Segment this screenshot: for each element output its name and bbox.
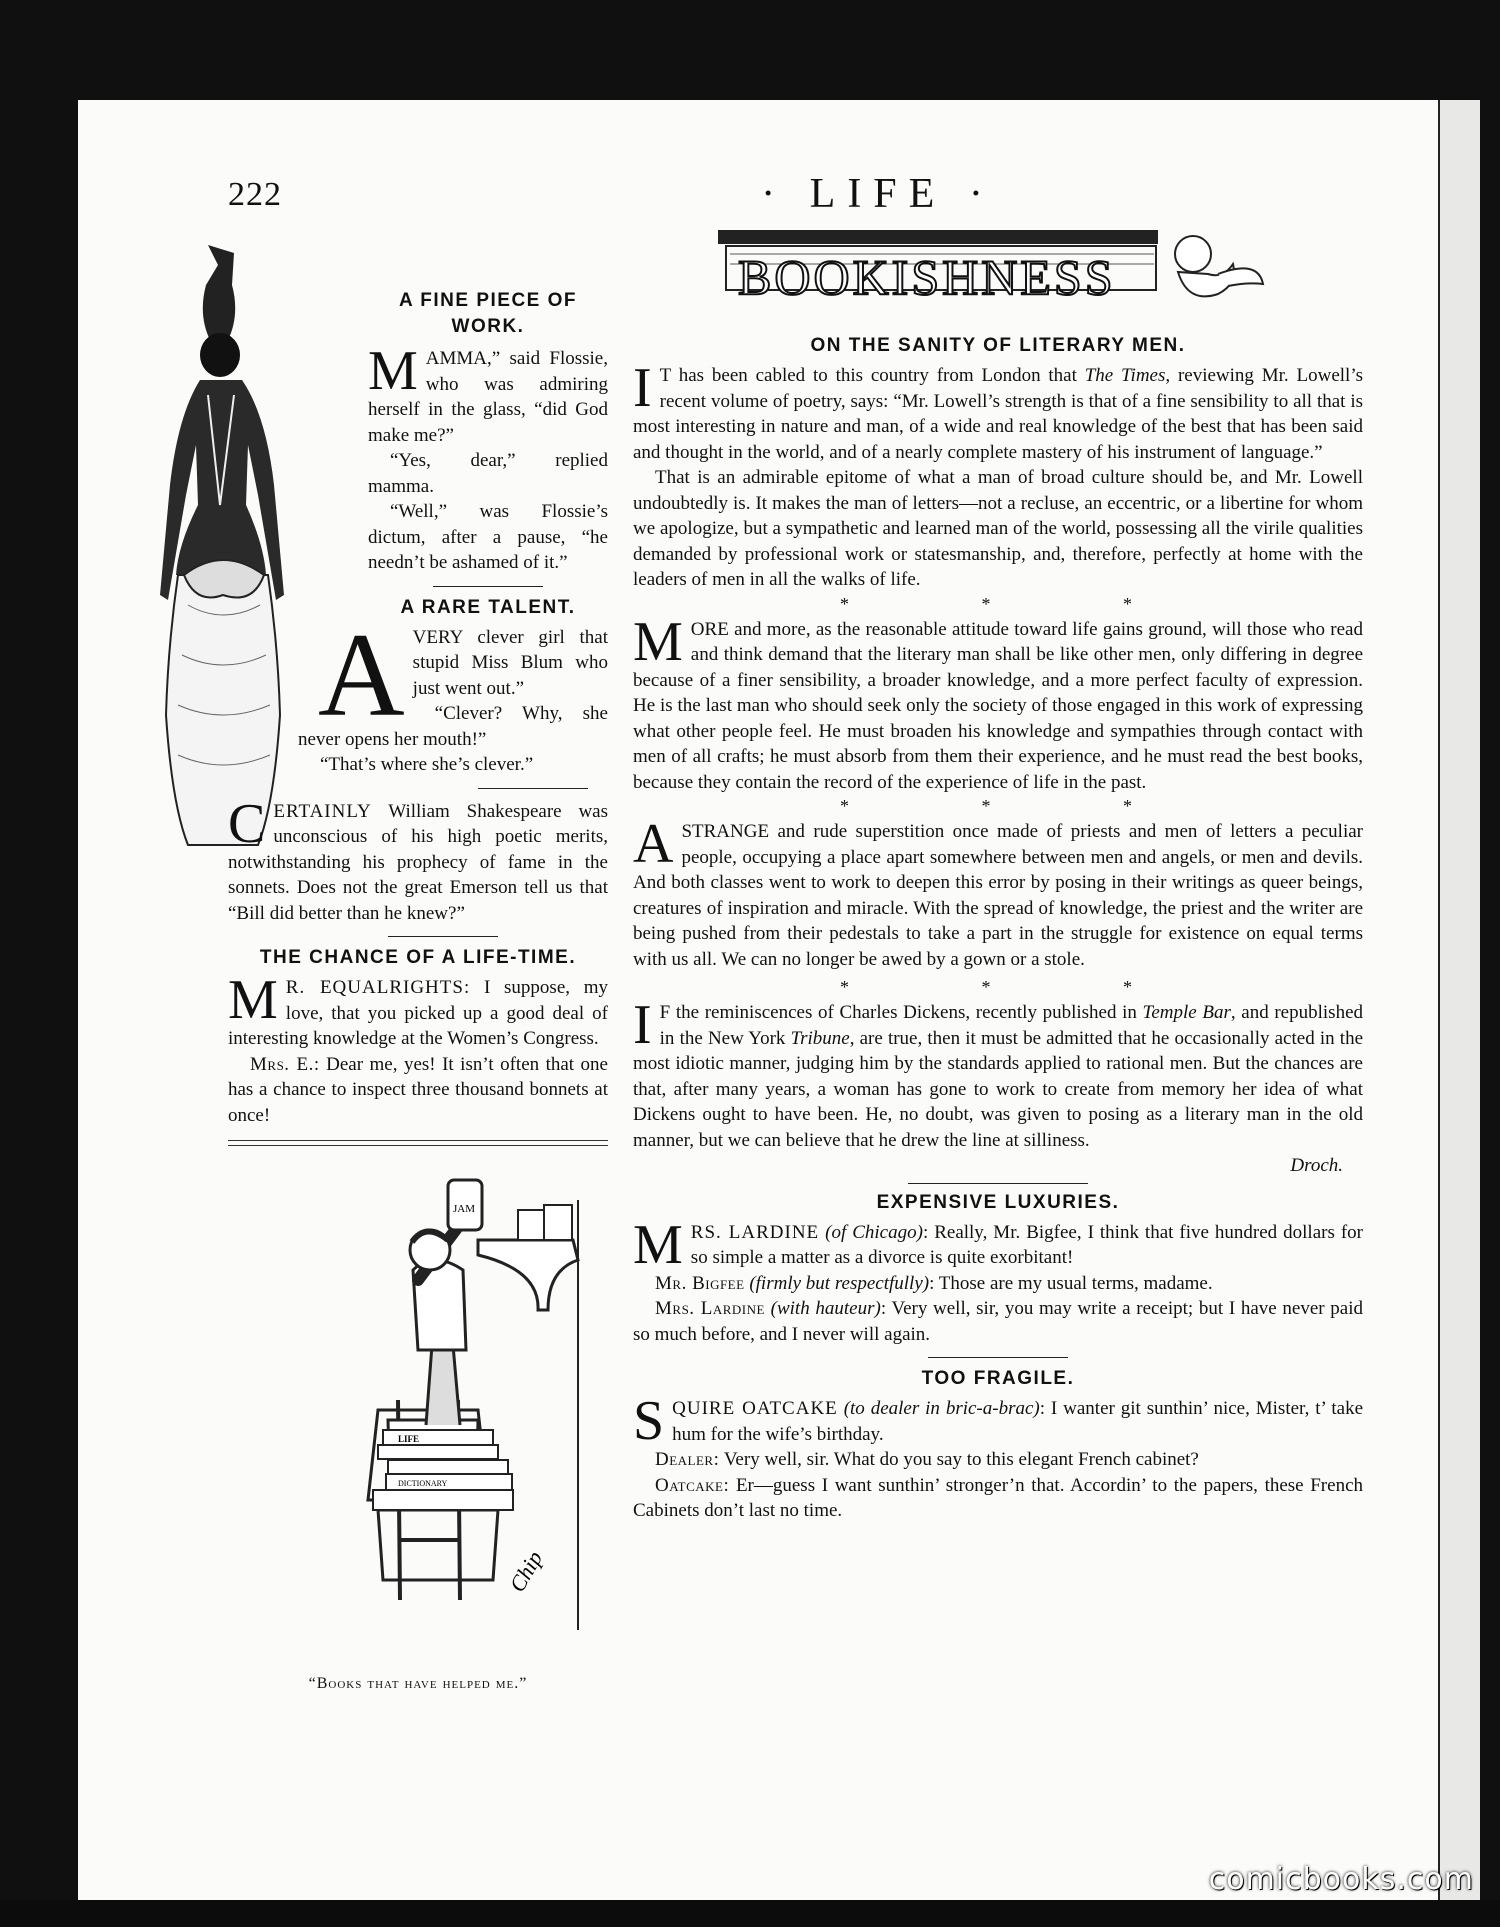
shakespeare-article: CERTAINLY William Shakespeare was unconscious of his high poetic merits, notwithstanding his prophecy of fame in the sonnets. Does not the great Emerson tell us that “Bill did better than he knew?” (228, 792, 608, 924)
rare-talent-p2: “Clever? Why, she never opens her mouth!” (298, 703, 608, 750)
chance-p2: Dear me, yes! It isn’t often that one has a chance to inspect three thousand bonnets at once! (228, 1053, 608, 1126)
divider (908, 1183, 1088, 1184)
rare-talent-p1: VERY clever girl that stupid Miss Blum who just went out.” (412, 626, 608, 699)
sanity-article: I T has been cabled to this country from London that The Times, reviewing Mr. Lowell’s recent volume of poetry, says: “Mr. Lowell’s strength is that of a fine sensibility to all that is most interesting in nature and man, of a wide and real knowledge of the best that has been said and thought in the world, and of a nearly complete mastery of his instrument of language.” That is an admirable epitome of what a man of broad culture should be, and Mr. Lowell undoubtedly is. It makes the man of letters—not a recluse, an eccentric, or a libertine for whom we apologize, but a sympathetic and learned man of the world, possessing all the virile qualities demanded by professional work or statesmanship, and, therefore, perfectly at home with the leaders of men in all the walks of life. * * * MORE and more, as the reasonable attitude toward life gains ground, will those who read and think demand that the literary man shall be like other men, only differing in degree because of a finer sensibility, a broader knowledge, and a more perfect faculty of expression. He is the last man who should seek only the society of those engaged in this work of expressing what other people feel. He must broaden his knowledge and sympathies through contact with men of all crafts; he must absorb from them their experience, and he must read the best books, because they contain the record of the experience of life in the past. * * * ASTRANGE and rude superstition once made of priests and men of letters a peculiar people, occupying a place apart somewhere between men and angels, or men and devils. And both classes went to work to deepen this error by posing in their writings as queer beings, creatures of inspiration and miracle. With the spread of knowledge, the priest and the writer are being pushed from their pedestals to take a part in the struggle for existence on equal terms with us all. We can no longer be awed by a gown or a stole. * * * I F the reminiscences of Charles Dickens, recently published in Temple Bar, and republished in the New York Tribune, are true, then it must be admitted that he occasionally acted in the most idiotic manner, judging him by the standards applied to rational men. But the chances are that, after many years, a woman has gone to work to create from memory her idea of what Dickens ought to have been. He, no doubt, was given to posing as a literary man in the old manner, but we can believe that he drew the line at silliness. Droch. (633, 363, 1363, 1179)
luxuries-article: MRS. LARDINE (of Chicago): Really, Mr. Bigfee, I think that five hundred dollars for so simple a matter as a divorce is quite exorbitant! Mr. Bigfee (firmly but respectfully): Those are my usual terms, madame. Mrs. Lardine (with hauteur): Very well, sir, you may write a receipt; but I have never paid so much before, and I never will again. (633, 1213, 1364, 1345)
fine-piece-article (368, 288, 608, 619)
page-number: 222 (228, 176, 282, 213)
luxuries-heading: EXPENSIVE LUXURIES. (876, 1191, 1120, 1213)
luxuries-p2: : Those are my usual terms, madame. (929, 1272, 1213, 1294)
bookishness-banner (718, 224, 1278, 334)
divider (388, 936, 498, 937)
shakespeare-dropcap: C (228, 792, 266, 855)
chance-article: M R. EQUALRIGHTS: I suppose, my love, that you picked up a good deal of interesting knowledge at the Women’s Congress. Mrs. E.: Dear me, yes! It isn’t often that one has a chance to inspect three thousand bonnets at once! (228, 969, 609, 1126)
fragile-p1: : I wanter git sunthin’ nice, Mister, t’ take hum for the wife’s birthday. (672, 1398, 1364, 1445)
sanity-dropcap: I (633, 357, 652, 419)
chance-heading: THE CHANCE OF A LIFE-TIME. (259, 947, 577, 968)
divider (433, 586, 543, 587)
adjacent-page-edge (1438, 100, 1480, 1900)
fine-piece-p3: “Well,” was Flossie’s dictum, after a pause, “he needn’t be ashamed of it.” (368, 501, 608, 573)
right-column (633, 230, 1363, 1524)
boy-cartoon-illustration (248, 1160, 598, 1630)
book-label-life: LIFE (398, 1434, 420, 1444)
sanity-p2: That is an admirable epitome of what a man of broad culture should be, and Mr. Lowell undoubtedly is. It makes the man of letters—not a recluse, an eccentric, or a libertine for whom we apologize, but a sympathetic and learned man of the world, possessing all the virile qualities demanded by professional work or statesmanship, and, therefore, perfectly at home with the leaders of men in all the walks of life. (633, 467, 1363, 590)
chance-p1: I suppose, my love, that you picked up a good deal of interesting knowledge at the Women’s Congress. (228, 977, 609, 1049)
fragile-p3: Er—guess I want sunthin’ stronger’n that. Accordin’ to the papers, these French Cabinets don’t last no time. (633, 1474, 1364, 1521)
divider (928, 1357, 1068, 1358)
fine-piece-heading: A FINE PIECE OF WORK. (398, 290, 578, 337)
jar-label: JAM (453, 1203, 476, 1215)
luxuries-p3: : Very well, sir, you may write a receipt; but I have never paid so much before, and I never will again. (633, 1298, 1364, 1345)
fine-piece-dropcap: M (368, 340, 418, 402)
shakespeare-p1: William Shakespeare was unconscious of his high poetic merits, notwithstanding his prophecy of fame in the sonnets. Does not the great Emerson tell us that “Bill did better than he knew?” (228, 800, 608, 924)
masthead: · LIFE · (761, 171, 995, 217)
divider (478, 788, 588, 789)
section-stars: * * * (840, 593, 1196, 614)
cartoon-caption: “Books that have helped me.” (308, 1675, 528, 1692)
double-divider (228, 1140, 608, 1146)
sanity-heading: ON THE SANITY OF LITERARY MEN. (810, 335, 1186, 356)
fragile-article: SQUIRE OATCAKE (to dealer in bric-a-brac): I wanter git sunthin’ nice, Mister, t’ take hum for the wife’s birthday. Dealer: Very well, sir. What do you say to this elegant French cabinet? Oatcake: Er—guess I want sunthin’ stronger’n that. Accordin’ to the papers, these French Cabinets don’t last no time. (633, 1390, 1364, 1521)
rare-talent-dropcap: A (318, 607, 405, 741)
left-column (228, 230, 608, 1158)
section-stars: * * * (840, 977, 1196, 997)
book-label-dictionary: DICTIONARY (398, 1479, 448, 1488)
fine-piece-p2: “Yes, dear,” replied mamma. (368, 450, 608, 497)
watermark: comicbooks.com (1208, 1862, 1474, 1897)
banner-title: BOOKISHNESS (738, 249, 1116, 305)
sanity-p5: , are true, then it must be admitted that he occasionally acted in the most idiotic manner, judging him by the standards applied to rational men. But the chances are that, after many years, a woman has gone to work to create from memory her idea of what Dickens ought to have been. He, no doubt, was given to posing as a literary man in the old manner, but we can believe that he drew the line at silliness. (633, 1027, 1363, 1151)
sanity-p3: ORE and more, as the reasonable attitude toward life gains ground, will those who read and think demand that the literary man shall be like other men, only differing in degree because of a finer sensibility, a broader knowledge, and a more perfect faculty of expression. He is the last man who should seek only the society of those engaged in this work of expressing what other people feel. He must broaden his knowledge and sympathies through contact with men of all crafts; he must absorb from them their experience, and he must read the best books, because they contain the record of the experience of life in the past. (633, 618, 1363, 793)
artist-signature: Chip (504, 1546, 548, 1597)
fragile-heading: TOO FRAGILE. (921, 1368, 1075, 1389)
sanity-p4: STRANGE and rude superstition once made of priests and men of letters a peculiar people, occupying a place apart somewhere between men and angels, or men and devils. And both classes went to work to deepen this error by posing in their writings as queer beings, creatures of inspiration and miracle. With the spread of knowledge, the priest and the writer are being pushed from their pedestals to take a part in the struggle for existence on equal terms with us all. We can no longer be awed by a gown or a stole. (633, 821, 1363, 970)
section-stars: * * * (840, 796, 1196, 816)
fine-piece-p1: AMMA,” said Flossie, who was admiring herself in the glass, “did God make me?” (368, 348, 608, 446)
author-signature: Droch. (1290, 1155, 1343, 1176)
chance-dropcap: M (228, 969, 278, 1031)
luxuries-p1: : Really, Mr. Bigfee, I think that five hundred dollars for so simple a matter as a divorce is quite exorbitant! (690, 1221, 1363, 1268)
scan-border (0, 1900, 1500, 1927)
magazine-page (78, 100, 1440, 1900)
rare-talent-heading: A RARE TALENT. (400, 596, 576, 618)
fragile-p2: Very well, sir. What do you say to this elegant French cabinet? (723, 1449, 1199, 1470)
rare-talent-p3: “That’s where she’s clever.” (320, 754, 534, 775)
